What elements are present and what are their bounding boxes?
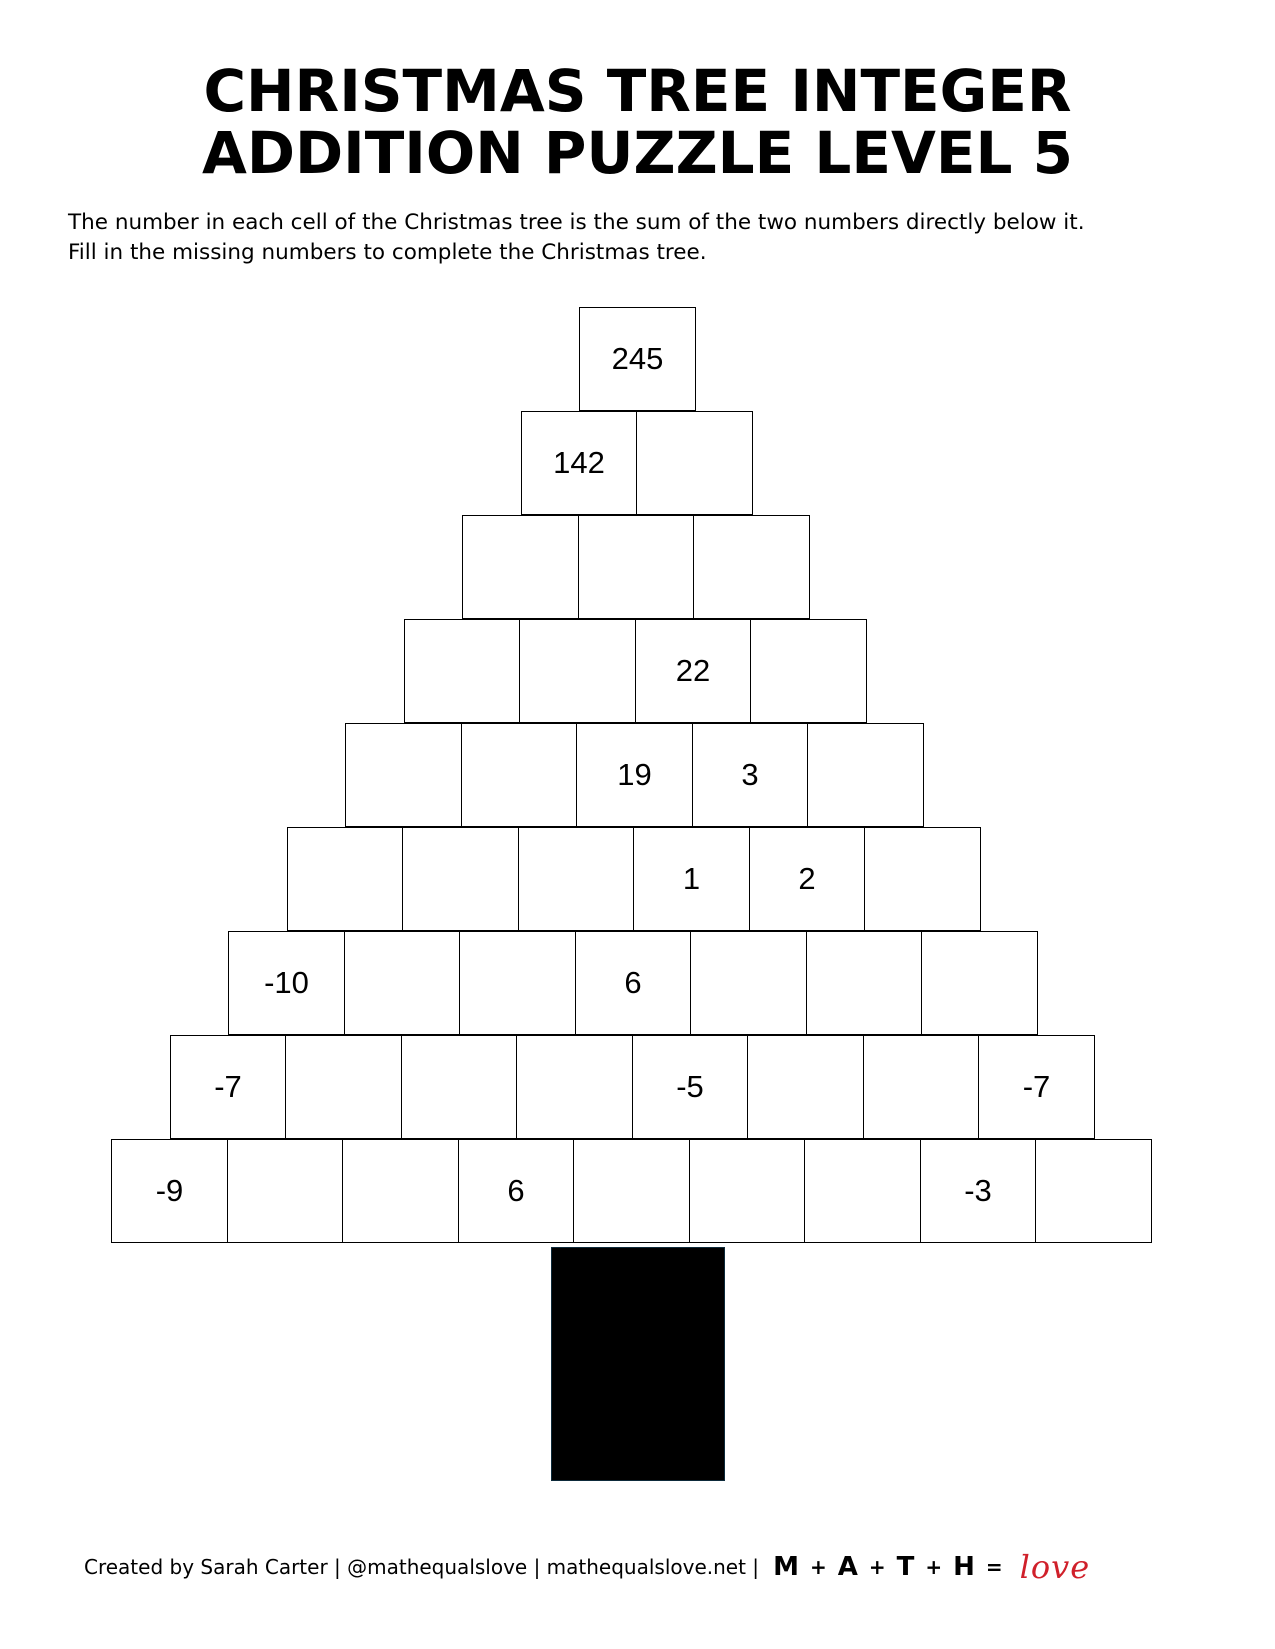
empty-cell[interactable]: [693, 515, 810, 619]
logo-m: M: [773, 1552, 800, 1582]
given-cell: 6: [575, 931, 692, 1035]
tree-row: [405, 620, 867, 724]
given-cell: 142: [521, 411, 638, 515]
logo-h: H: [953, 1552, 976, 1582]
empty-cell[interactable]: [345, 723, 462, 827]
logo-equals: =: [985, 1555, 1004, 1579]
tree-row: [288, 828, 981, 932]
given-cell: 2: [749, 827, 866, 931]
empty-cell[interactable]: [342, 1139, 459, 1243]
empty-cell[interactable]: [285, 1035, 402, 1139]
given-cell: 22: [635, 619, 752, 723]
empty-cell[interactable]: [636, 411, 753, 515]
empty-cell[interactable]: [516, 1035, 633, 1139]
given-cell: -10: [228, 931, 345, 1035]
tree-row: [522, 412, 753, 516]
empty-cell[interactable]: [864, 827, 981, 931]
empty-cell[interactable]: [573, 1139, 690, 1243]
given-cell: -3: [920, 1139, 1037, 1243]
empty-cell[interactable]: [806, 931, 923, 1035]
logo-t: T: [896, 1552, 916, 1582]
given-cell: 1: [633, 827, 750, 931]
logo-a: A: [837, 1552, 859, 1582]
empty-cell[interactable]: [459, 931, 576, 1035]
empty-cell[interactable]: [578, 515, 695, 619]
empty-cell[interactable]: [921, 931, 1038, 1035]
given-cell: -5: [632, 1035, 749, 1139]
title-line-2: ADDITION PUZZLE LEVEL 5: [201, 119, 1074, 187]
tree-row: [230, 932, 1039, 1036]
logo-plus: +: [868, 1555, 887, 1579]
logo-plus: +: [809, 1555, 828, 1579]
empty-cell[interactable]: [404, 619, 521, 723]
given-cell: 19: [576, 723, 693, 827]
tree-row: [113, 1140, 1153, 1244]
tree-row: [347, 724, 925, 828]
empty-cell[interactable]: [461, 723, 578, 827]
empty-cell[interactable]: [689, 1139, 806, 1243]
empty-cell[interactable]: [227, 1139, 344, 1243]
tree-row: [581, 308, 697, 412]
empty-cell[interactable]: [863, 1035, 980, 1139]
given-cell: 6: [458, 1139, 575, 1243]
footer: [84, 1548, 1090, 1586]
logo-plus: +: [925, 1555, 944, 1579]
empty-cell[interactable]: [462, 515, 579, 619]
empty-cell[interactable]: [804, 1139, 921, 1243]
given-cell: -9: [111, 1139, 228, 1243]
given-cell: -7: [978, 1035, 1095, 1139]
tree-row: [464, 516, 811, 620]
empty-cell[interactable]: [519, 619, 636, 723]
empty-cell[interactable]: [401, 1035, 518, 1139]
tree-trunk: [551, 1247, 725, 1481]
math-equals-love-logo: [773, 1548, 1090, 1586]
title-line-1: CHRISTMAS TREE INTEGER: [203, 57, 1072, 125]
empty-cell[interactable]: [402, 827, 519, 931]
empty-cell[interactable]: [690, 931, 807, 1035]
logo-love: love: [1019, 1548, 1091, 1586]
empty-cell[interactable]: [747, 1035, 864, 1139]
empty-cell[interactable]: [518, 827, 635, 931]
tree-row: [171, 1036, 1095, 1140]
empty-cell[interactable]: [344, 931, 461, 1035]
instructions-line-2: Fill in the missing numbers to complete the Christmas tree.: [68, 240, 707, 265]
given-cell: -7: [170, 1035, 287, 1139]
empty-cell[interactable]: [1035, 1139, 1152, 1243]
empty-cell[interactable]: [750, 619, 867, 723]
given-cell: 245: [579, 307, 696, 411]
empty-cell[interactable]: [807, 723, 924, 827]
footer-credit: Created by Sarah Carter | @mathequalslove | mathequalslove.net |: [84, 1555, 760, 1579]
instructions-line-1: The number in each cell of the Christmas tree is the sum of the two numbers directly below it.: [68, 210, 1085, 235]
empty-cell[interactable]: [287, 827, 404, 931]
given-cell: 3: [692, 723, 809, 827]
